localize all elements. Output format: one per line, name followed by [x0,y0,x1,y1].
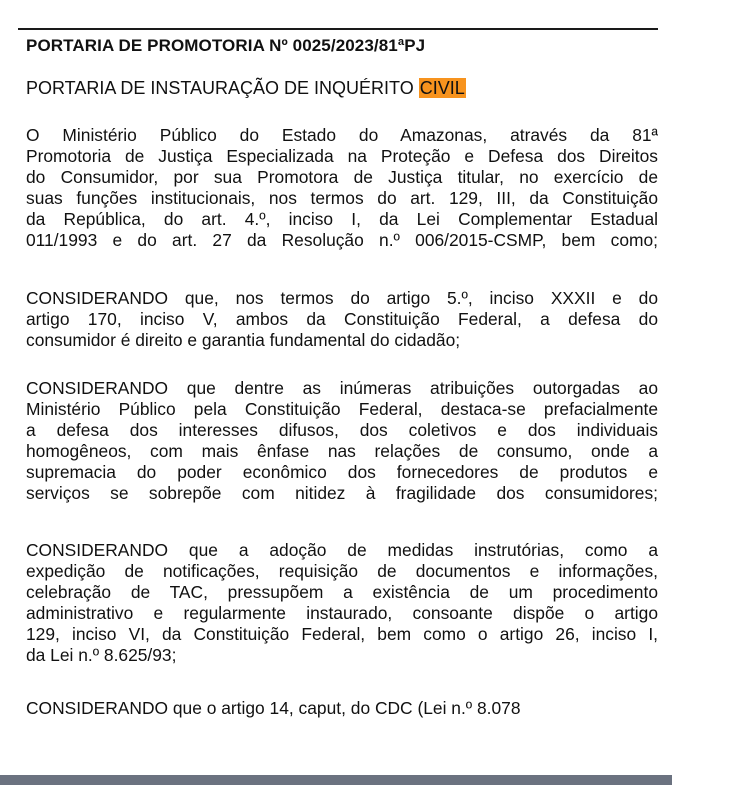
text-line: consumidor é direito e garantia fundamental do cidadão; [26,330,461,351]
text-line: do Consumidor, por sua Promotora de Justiça titular, no exercício de [26,167,658,188]
text-line: administrativo e regularmente instaurado, consoante dispõe o artigo [26,603,658,624]
page-bottom-band [0,775,672,785]
paragraph-considerando-1 [26,288,658,351]
paragraph-preamble [26,125,658,252]
text-line: artigo 170, inciso V, ambos da Constituição Federal, a defesa do [26,309,658,330]
paragraph-considerando-3 [26,540,658,667]
top-rule [18,28,658,30]
text-line: da Lei n.º 8.625/93; [26,645,177,666]
text-line: CONSIDERANDO que dentre as inúmeras atribuições outorgadas ao [26,378,658,398]
document-heading: PORTARIA DE PROMOTORIA Nº 0025/2023/81ªPJ [26,36,426,55]
text-line: homogêneos, com mais ênfase nas relações de consumo, onde a [26,441,658,462]
paragraph-considerando-4 [26,698,658,719]
text-line: O Ministério Público do Estado do Amazonas, através da 81ª [26,125,658,145]
text-line: serviços se sobrepõe com nitidez à fragilidade dos consumidores; [26,483,658,504]
text-line: celebração de TAC, pressupõem a existência de um procedimento [26,582,658,603]
text-line: 011/1993 e do art. 27 da Resolução n.º 006/2015-CSMP, bem como; [26,230,658,251]
text-line: da República, do art. 4.º, inciso I, da Lei Complementar Estadual [26,209,658,230]
text-line: CONSIDERANDO que o artigo 14, caput, do CDC (Lei n.º 8.078 [26,698,521,718]
document-subheading [26,78,466,99]
text-line: 129, inciso VI, da Constituição Federal, bem como o artigo 26, inciso I, [26,624,658,645]
text-line: supremacia do poder econômico dos fornecedores de produtos e [26,462,658,483]
text-line: CONSIDERANDO que, nos termos do artigo 5.º, inciso XXXII e do [26,288,658,308]
text-line: expedição de notificações, requisição de documentos e informações, [26,561,658,582]
subheading-text: PORTARIA DE INSTAURAÇÃO DE INQUÉRITO [26,78,414,98]
paragraph-considerando-2 [26,378,658,505]
highlighted-word: CIVIL [419,78,465,98]
text-line: CONSIDERANDO que a adoção de medidas instrutórias, como a [26,540,658,560]
text-line: Promotoria de Justiça Especializada na Proteção e Defesa dos Direitos [26,146,658,167]
text-line: suas funções institucionais, nos termos do art. 129, III, da Constituição [26,188,658,209]
text-line: a defesa dos interesses difusos, dos coletivos e dos individuais [26,420,658,441]
text-line: Ministério Público pela Constituição Federal, destaca-se prefacialmente [26,399,658,420]
